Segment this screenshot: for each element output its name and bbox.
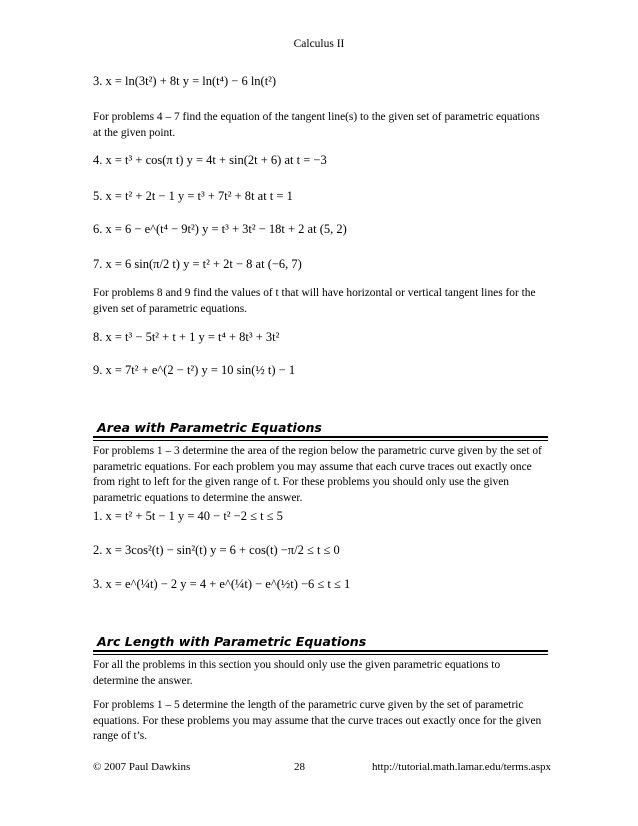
tangent-instructions: For problems 4 – 7 find the equation of the tangent line(s) to the given set of parametric equations at the given point. (93, 111, 540, 139)
horiz-problem-8: 8. x = t³ − 5t² + t + 1 y = t⁴ + 8t³ + 3t² (93, 330, 280, 344)
horizontal-tangent-instructions: For problems 8 and 9 find the values of t that will have horizontal or vertical tangent lines for the given set of parametric equations. (93, 287, 536, 315)
area-section-rule (93, 436, 548, 438)
footer-page-number: 28 (294, 761, 305, 773)
footer-copyright: © 2007 Paul Dawkins (93, 761, 191, 773)
area-problem-3: 3. x = e^(¼t) − 2 y = 4 + e^(¼t) − e^(½t) −6 ≤ t ≤ 1 (93, 577, 351, 591)
area-problem-2: 2. x = 3cos²(t) − sin²(t) y = 6 + cos(t) −π/2 ≤ t ≤ 0 (93, 543, 340, 557)
arc-paragraph-2: For problems 1 – 5 determine the length of the parametric curve given by the set of parametric equations. For these problems you may assume that the curve traces out exactly once for the given range of t’s. (93, 699, 542, 742)
tangent-problem-7: 7. x = 6 sin(π/2 t) y = t² + 2t − 8 at (−6, 7) (93, 257, 302, 271)
page-header: Calculus II (293, 38, 345, 50)
area-instructions: For problems 1 – 3 determine the area of the region below the parametric curve given by the set of parametric equations. For each problem you may assume that each curve traces out exactly once from right to left for the given range of t. For these problems you should only use the given parametric equations to determine the answer. (93, 445, 542, 504)
arc-section-rule (93, 650, 548, 652)
horiz-problem-9: 9. x = 7t² + e^(2 − t²) y = 10 sin(½ t) − 1 (93, 363, 296, 377)
area-section-title: Area with Parametric Equations (97, 420, 322, 435)
footer-url[interactable]: http://tutorial.math.lamar.edu/terms.aspx (372, 761, 552, 773)
arc-section-title: Arc Length with Parametric Equations (97, 634, 367, 649)
problem-3-equation: 3. x = ln(3t²) + 8t y = ln(t⁴) − 6 ln(t²) (93, 74, 277, 88)
area-problem-1: 1. x = t² + 5t − 1 y = 40 − t² −2 ≤ t ≤ 5 (93, 509, 283, 523)
arc-paragraph-1: For all the problems in this section you should only use the given parametric equations to determine the answer. (93, 659, 501, 687)
tangent-problem-6: 6. x = 6 − e^(t⁴ − 9t²) y = t³ + 3t² − 18t + 2 at (5, 2) (93, 222, 347, 236)
area-section-rule-thin (93, 440, 548, 441)
tangent-problem-5: 5. x = t² + 2t − 1 y = t³ + 7t² + 8t at t = 1 (93, 189, 293, 203)
arc-section-rule-thin (93, 654, 548, 655)
tangent-problem-4: 4. x = t³ + cos(π t) y = 4t + sin(2t + 6) at t = −3 (93, 153, 327, 167)
